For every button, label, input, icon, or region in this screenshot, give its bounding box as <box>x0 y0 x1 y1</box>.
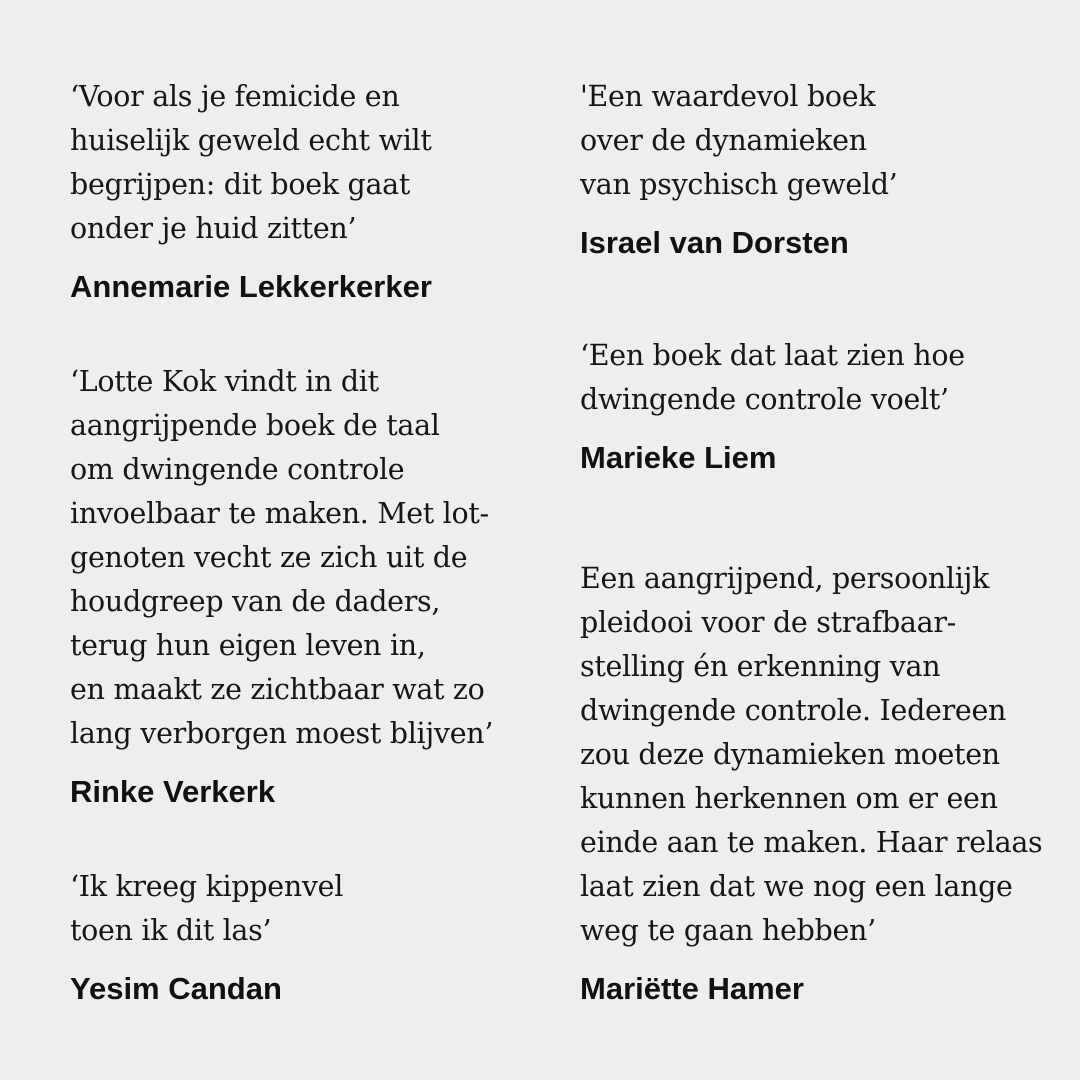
quote-annemarie-lekkerkerker <box>70 75 432 307</box>
quote-line: einde aan te maken. Haar relaas <box>580 826 1043 859</box>
quote-line: ‘Een boek dat laat zien hoe <box>580 339 965 372</box>
quote-line: van psychisch geweld’ <box>580 168 898 201</box>
quote-line: stelling én erkenning van <box>580 650 941 683</box>
quote-author: Marieke Liem <box>580 440 777 475</box>
quote-line: en maakt ze zichtbaar wat zo <box>70 673 485 706</box>
quote-line: houdgreep van de daders, <box>70 585 441 618</box>
quote-line: huiselijk geweld echt wilt <box>70 124 432 157</box>
quote-mariette-hamer <box>580 557 1042 1009</box>
quote-line: over de dynamieken <box>580 124 867 157</box>
quote-line: ‘Lotte Kok vindt in dit <box>70 365 379 398</box>
quote-line: zou deze dynamieken moeten <box>580 738 1000 771</box>
quote-author: Israel van Dorsten <box>580 225 849 260</box>
quote-line: begrijpen: dit boek gaat <box>70 168 411 201</box>
quote-line: invoelbaar te maken. Met lot- <box>70 497 489 530</box>
quote-line: Een aangrijpend, persoonlijk <box>580 562 990 595</box>
quote-line: laat zien dat we nog een lange <box>580 870 1013 903</box>
quote-line: dwingende controle. Iedereen <box>580 694 1007 727</box>
quote-line: toen ik dit las’ <box>70 914 272 947</box>
quote-line: kunnen herkennen om er een <box>580 782 998 815</box>
quote-line: lang verborgen moest blijven’ <box>70 717 494 750</box>
quote-line: aangrijpende boek de taal <box>70 409 440 442</box>
quote-line: ‘Voor als je femicide en <box>70 80 400 113</box>
quote-line: weg te gaan hebben’ <box>580 914 876 947</box>
quote-line: genoten vecht ze zich uit de <box>70 541 468 574</box>
quote-line: terug hun eigen leven in, <box>70 629 426 662</box>
quote-author: Yesim Candan <box>70 971 282 1006</box>
quote-author: Rinke Verkerk <box>70 774 276 809</box>
quote-line: om dwingende controle <box>70 453 405 486</box>
quote-line: ‘Ik kreeg kippenvel <box>70 870 344 903</box>
quote-line: 'Een waardevol boek <box>580 80 876 113</box>
quote-author: Mariëtte Hamer <box>580 971 804 1006</box>
quote-marieke-liem <box>580 334 965 478</box>
quote-israel-van-dorsten <box>580 75 897 263</box>
quote-line: dwingende controle voelt’ <box>580 383 949 416</box>
quote-line: onder je huid zitten’ <box>70 212 357 245</box>
quote-yesim-candan <box>70 865 343 1009</box>
quote-rinke-verkerk <box>70 360 493 812</box>
quote-author: Annemarie Lekkerkerker <box>70 269 432 304</box>
quote-line: pleidooi voor de strafbaar- <box>580 606 956 639</box>
